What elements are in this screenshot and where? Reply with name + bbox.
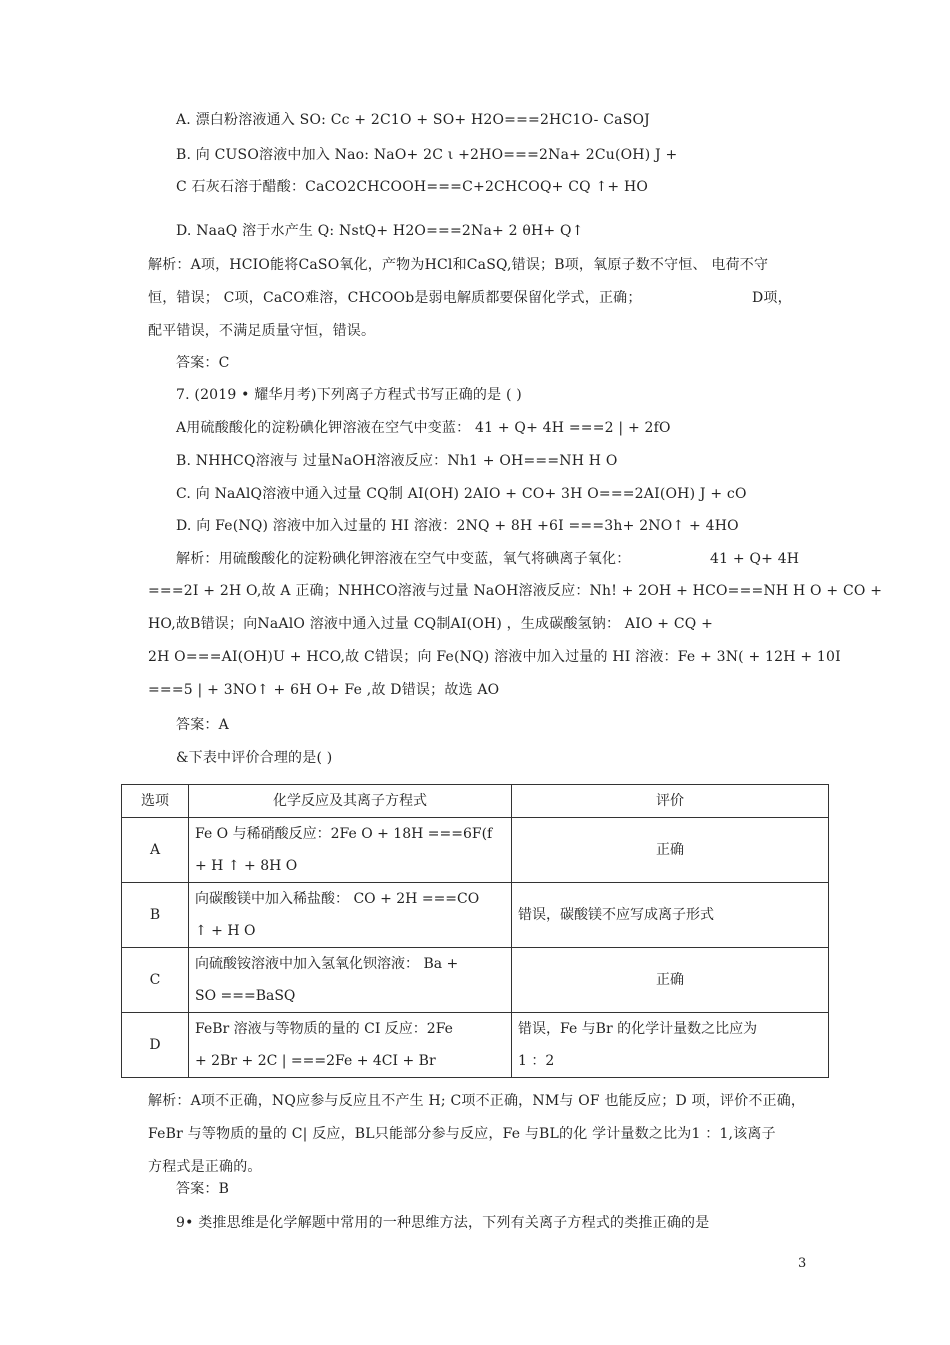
q7-analysis-line-2: ===2I + 2H O,故 A 正确；NHHCO溶液与过量 NaOH溶液反应：Nh! + 2OH + HCO===NH H O + CO + <box>148 583 883 599</box>
q6-analysis-line-2-tail: D项， <box>752 290 792 306</box>
equation-line-2: + 2Br + 2C | ===2Fe + 4CI + Br <box>195 1053 436 1069</box>
q8-stem: &下表中评价合理的是( ) <box>176 750 333 766</box>
q6-analysis-line-3: 配平错误，不满足质量守恒，错误。 <box>148 323 376 339</box>
q6-answer: 答案：C <box>176 355 230 371</box>
table-row <box>122 948 829 1013</box>
q8-analysis-line-1: 解析：A项不正确，NQ应参与反应且不产生 H; C项不正确，NM与 OF 也能反应；D 项，评价不正确， <box>148 1093 806 1109</box>
row-equation <box>189 948 512 1013</box>
q6-option-a: A. 漂白粉溶液通入 SO: Cc + 2C1O + SO+ H2O===2HC1O- CaSOJ <box>176 112 650 128</box>
header-option: 选项 <box>122 785 189 818</box>
q9-stem: 9• 类推思维是化学解题中常用的一种思维方法，下列有关离子方程式的类推正确的是 <box>176 1215 710 1231</box>
q7-option-a: A用硫酸酸化的淀粉碘化钾溶液在空气中变蓝： 41 + Q+ 4H ===2 | + 2fO <box>176 420 671 436</box>
q7-answer: 答案：A <box>176 717 229 733</box>
q7-stem: 7. (2019 • 耀华月考)下列离子方程式书写正确的是 ( ) <box>176 387 522 403</box>
row-option: A <box>122 818 189 883</box>
evaluation-line-2: 1 ：2 <box>518 1053 555 1069</box>
q8-analysis-line-3: 方程式是正确的。 <box>148 1159 262 1175</box>
equation-line-2: SO ===BaSQ <box>195 988 296 1004</box>
q7-analysis-line-1: 解析：用硫酸酸化的淀粉碘化钾溶液在空气中变蓝，氧气将碘离子氧化： <box>176 551 631 567</box>
equation-line-1: 向硫酸铵溶液中加入氢氧化钡溶液： Ba + <box>195 956 459 972</box>
q8-analysis-line-2: FeBr 与等物质的量的 C| 反应，BL只能部分参与反应，Fe 与BL的化 学计量数之比为1 ：1,该离子 <box>148 1126 776 1142</box>
equation-line-2: ↑ + H O <box>195 923 256 939</box>
row-option: D <box>122 1013 189 1078</box>
row-evaluation: 正确 <box>512 948 829 1013</box>
equation-line-1: Fe O 与稀硝酸反应：2Fe O + 18H ===6F(f <box>195 826 493 842</box>
q7-option-d: D. 向 Fe(NQ) 溶液中加入过量的 HI 溶液：2NQ + 8H +6I ===3h+ 2NO↑ + 4HO <box>176 518 739 534</box>
header-equation: 化学反应及其离子方程式 <box>189 785 512 818</box>
equation-line-1: 向碳酸镁中加入稀盐酸： CO + 2H ===CO <box>195 891 480 907</box>
q7-analysis-line-4: 2H O===AI(OH)U + HCO,故 C错误；向 Fe(NQ) 溶液中加入过量的 HI 溶液：Fe + 3N( + 12H + 10I <box>148 649 841 665</box>
row-equation <box>189 883 512 948</box>
q6-analysis-line-1: 解析：A项，HCIO能将CaSO氧化，产物为HCl和CaSQ,错误；B项，氧原子数不守恒、 电荷不守 <box>148 257 769 273</box>
table-row <box>122 818 829 883</box>
q6-analysis-line-2: 恒，错误； C项，CaCO难溶，CHCOOb是弱电解质都要保留化学式，正确； <box>148 290 642 306</box>
row-option: C <box>122 948 189 1013</box>
q7-option-b: B. NHHCQ溶液与 过量NaOH溶液反应：Nh1 + OH===NH H O <box>176 453 618 469</box>
row-equation <box>189 818 512 883</box>
q7-analysis-line-5: ===5 | + 3NO↑ + 6H O+ Fe ,故 D错误；故选 AO <box>148 682 500 698</box>
page-number: 3 <box>798 1256 807 1271</box>
q6-option-c: C 石灰石溶于醋酸：CaCO2CHCOOH===C+2CHCOQ+ CQ ↑+ HO <box>176 179 649 195</box>
row-option: B <box>122 883 189 948</box>
q7-analysis-line-1-tail: 41 + Q+ 4H <box>710 551 800 567</box>
row-evaluation: 正确 <box>512 818 829 883</box>
row-evaluation <box>512 1013 829 1078</box>
equation-line-2: + H ↑ + 8H O <box>195 858 298 874</box>
evaluation-line-1: 错误，Fe 与Br 的化学计量数之比应为 <box>518 1021 758 1037</box>
q6-option-b: B. 向 CUSO溶液中加入 Nao: NaO+ 2C ι +2HO===2Na+ 2Cu(OH) J + <box>176 147 678 163</box>
q7-option-c: C. 向 NaAlQ溶液中通入过量 CQ制 AI(OH) 2AIO + CO+ 3H O===2AI(OH) J + cO <box>176 486 747 502</box>
row-equation <box>189 1013 512 1078</box>
table-row <box>122 883 829 948</box>
q7-analysis-line-3: HO,故B错误；向NaAlO 溶液中通入过量 CQ制AI(OH) ，生成碳酸氢钠： AIO + CQ + <box>148 616 714 632</box>
evaluation-table <box>121 784 829 1078</box>
table-row <box>122 1013 829 1078</box>
q8-answer: 答案：B <box>176 1181 230 1197</box>
q6-option-d: D. NaaQ 溶于水产生 Q: NstQ+ H2O===2Na+ 2 θH+ Q↑ <box>176 223 584 239</box>
header-evaluation: 评价 <box>512 785 829 818</box>
equation-line-1: FeBr 溶液与等物质的量的 CI 反应：2Fe <box>195 1021 453 1037</box>
row-evaluation: 错误，碳酸镁不应写成离子形式 <box>512 883 829 948</box>
table-header-row <box>122 785 829 818</box>
